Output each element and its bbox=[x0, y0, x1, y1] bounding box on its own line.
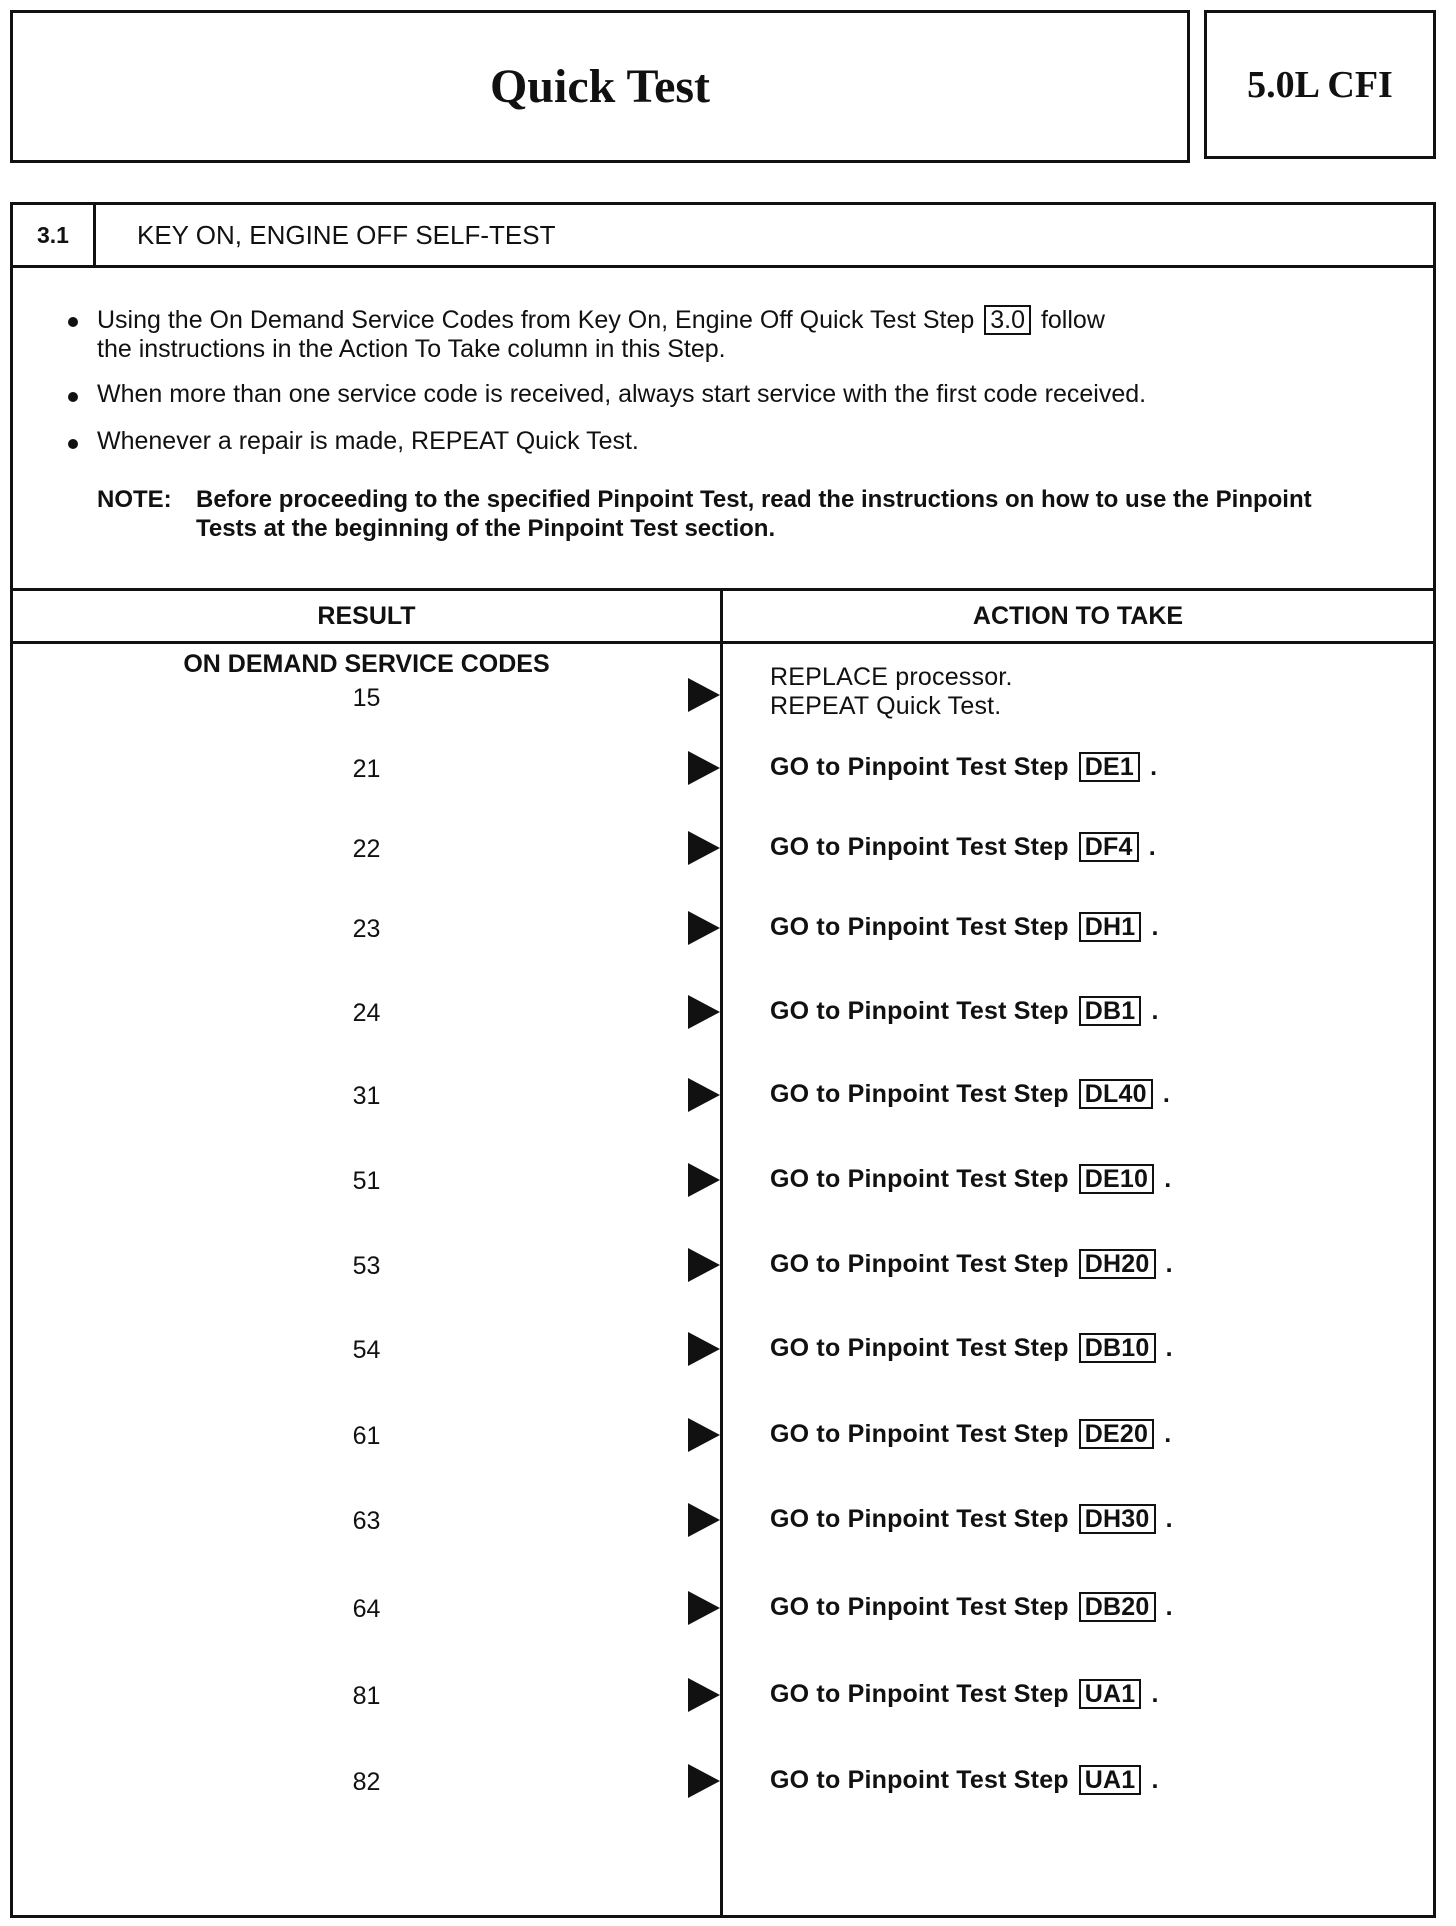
arrow-right-icon bbox=[688, 1332, 720, 1366]
action-go-to-step: GO to Pinpoint Test Step DB1 . bbox=[770, 997, 1159, 1025]
service-code: 24 bbox=[352, 999, 381, 1027]
arrow-right-icon bbox=[688, 678, 720, 712]
instruction-3-text: Whenever a repair is made, REPEAT Quick Test. bbox=[97, 427, 639, 455]
note-text: Before proceeding to the specified Pinpoint Test, read the instructions on how to use the Pinpoint Tests at the beginning of the Pinpoint Test section. bbox=[196, 486, 1312, 542]
action-replace bbox=[770, 663, 1013, 721]
table-header bbox=[13, 591, 1433, 644]
arrow-right-icon bbox=[688, 1764, 720, 1798]
service-code: 82 bbox=[352, 1768, 381, 1796]
bullet-icon bbox=[68, 392, 78, 402]
action-go-to-step: GO to Pinpoint Test Step DB20 . bbox=[770, 1593, 1173, 1621]
pinpoint-step-ref: UA1 bbox=[1079, 1679, 1142, 1709]
action-go-to-step: GO to Pinpoint Test Step DH20 . bbox=[770, 1250, 1173, 1278]
instruction-1-follow: follow bbox=[1040, 306, 1105, 334]
action-text: GO to Pinpoint Test Step bbox=[770, 833, 1069, 861]
test-step-panel bbox=[10, 202, 1436, 1918]
pinpoint-step-ref: DL40 bbox=[1079, 1079, 1153, 1109]
arrow-right-icon bbox=[688, 911, 720, 945]
pinpoint-step-ref: DH30 bbox=[1079, 1504, 1156, 1534]
action-go-to-step: GO to Pinpoint Test Step DF4 . bbox=[770, 833, 1156, 861]
pinpoint-step-ref: DB10 bbox=[1079, 1333, 1156, 1363]
action-text: GO to Pinpoint Test Step bbox=[770, 1766, 1069, 1794]
step-ref-box: 3.0 bbox=[984, 305, 1031, 335]
result-column-header: RESULT bbox=[317, 601, 416, 630]
arrow-right-icon bbox=[688, 831, 720, 865]
service-code: 21 bbox=[352, 755, 381, 783]
service-code: 53 bbox=[352, 1252, 381, 1280]
service-code: 31 bbox=[352, 1082, 381, 1110]
pinpoint-step-ref: DH1 bbox=[1079, 912, 1142, 942]
bullet-icon bbox=[68, 317, 78, 327]
arrow-right-icon bbox=[688, 1591, 720, 1625]
page-title: Quick Test bbox=[489, 60, 711, 113]
arrow-right-icon bbox=[688, 751, 720, 785]
instruction-1-text: Using the On Demand Service Codes from Key On, Engine Off Quick Test Step bbox=[97, 306, 975, 334]
service-code: 54 bbox=[352, 1336, 381, 1364]
bullet-icon bbox=[68, 439, 78, 449]
action-go-to-step: GO to Pinpoint Test Step DL40 . bbox=[770, 1080, 1171, 1108]
instruction-bullet-1 bbox=[68, 305, 1105, 364]
action-text: GO to Pinpoint Test Step bbox=[770, 1680, 1069, 1708]
action-text: GO to Pinpoint Test Step bbox=[770, 1080, 1069, 1108]
note bbox=[97, 485, 1316, 543]
service-code: 23 bbox=[352, 915, 381, 943]
pinpoint-step-ref: DE1 bbox=[1079, 752, 1140, 782]
action-text: GO to Pinpoint Test Step bbox=[770, 913, 1069, 941]
pinpoint-step-ref: DH20 bbox=[1079, 1249, 1156, 1279]
action-go-to-step: GO to Pinpoint Test Step UA1 . bbox=[770, 1680, 1159, 1708]
service-codes-subheader: ON DEMAND SERVICE CODES bbox=[183, 650, 550, 678]
column-divider bbox=[720, 591, 723, 1915]
arrow-right-icon bbox=[688, 1503, 720, 1537]
arrow-right-icon bbox=[688, 1163, 720, 1197]
action-go-to-step: GO to Pinpoint Test Step DH1 . bbox=[770, 913, 1159, 941]
instruction-bullet-3 bbox=[68, 427, 639, 456]
action-go-to-step: GO to Pinpoint Test Step DH30 . bbox=[770, 1505, 1173, 1533]
action-go-to-step: GO to Pinpoint Test Step DB10 . bbox=[770, 1334, 1173, 1362]
arrow-right-icon bbox=[688, 1078, 720, 1112]
title-box bbox=[10, 10, 1190, 163]
service-code: 64 bbox=[352, 1595, 381, 1623]
action-text: GO to Pinpoint Test Step bbox=[770, 753, 1069, 781]
pinpoint-step-ref: DB1 bbox=[1079, 996, 1142, 1026]
step-number: 3.1 bbox=[13, 205, 96, 265]
instruction-2-text: When more than one service code is received, always start service with the first code received. bbox=[97, 380, 1147, 408]
instruction-1-line2: the instructions in the Action To Take column in this Step. bbox=[97, 335, 726, 363]
arrow-right-icon bbox=[688, 1678, 720, 1712]
action-text: GO to Pinpoint Test Step bbox=[770, 1165, 1069, 1193]
instruction-bullet-2 bbox=[68, 380, 1146, 409]
service-code: 61 bbox=[352, 1422, 381, 1450]
pinpoint-step-ref: DF4 bbox=[1079, 832, 1139, 862]
action-go-to-step: GO to Pinpoint Test Step DE1 . bbox=[770, 753, 1158, 781]
pinpoint-step-ref: DB20 bbox=[1079, 1592, 1156, 1622]
action-column-header: ACTION TO TAKE bbox=[972, 601, 1184, 630]
pinpoint-step-ref: DE10 bbox=[1079, 1164, 1154, 1194]
step-title: KEY ON, ENGINE OFF SELF-TEST bbox=[137, 219, 556, 250]
action-text: GO to Pinpoint Test Step bbox=[770, 1334, 1069, 1362]
action-line-1: REPLACE processor. bbox=[770, 663, 1013, 691]
service-code: 81 bbox=[352, 1682, 381, 1710]
instructions-section bbox=[13, 268, 1433, 591]
pinpoint-step-ref: DE20 bbox=[1079, 1419, 1154, 1449]
arrow-right-icon bbox=[688, 1418, 720, 1452]
action-text: GO to Pinpoint Test Step bbox=[770, 1250, 1069, 1278]
action-line-2: REPEAT Quick Test. bbox=[770, 692, 1002, 720]
service-code: 51 bbox=[352, 1167, 381, 1195]
step-header bbox=[13, 205, 1433, 268]
service-code: 22 bbox=[352, 835, 381, 863]
engine-box bbox=[1204, 10, 1436, 159]
action-text: GO to Pinpoint Test Step bbox=[770, 997, 1069, 1025]
action-text: GO to Pinpoint Test Step bbox=[770, 1593, 1069, 1621]
service-code: 63 bbox=[352, 1507, 381, 1535]
service-code: 15 bbox=[352, 684, 381, 712]
action-text: GO to Pinpoint Test Step bbox=[770, 1420, 1069, 1448]
note-label: NOTE: bbox=[97, 486, 172, 513]
engine-label: 5.0L CFI bbox=[1247, 63, 1393, 106]
action-go-to-step: GO to Pinpoint Test Step DE10 . bbox=[770, 1165, 1172, 1193]
action-text: GO to Pinpoint Test Step bbox=[770, 1505, 1069, 1533]
arrow-right-icon bbox=[688, 995, 720, 1029]
pinpoint-step-ref: UA1 bbox=[1079, 1765, 1142, 1795]
action-go-to-step: GO to Pinpoint Test Step DE20 . bbox=[770, 1420, 1172, 1448]
action-go-to-step: GO to Pinpoint Test Step UA1 . bbox=[770, 1766, 1159, 1794]
arrow-right-icon bbox=[688, 1248, 720, 1282]
